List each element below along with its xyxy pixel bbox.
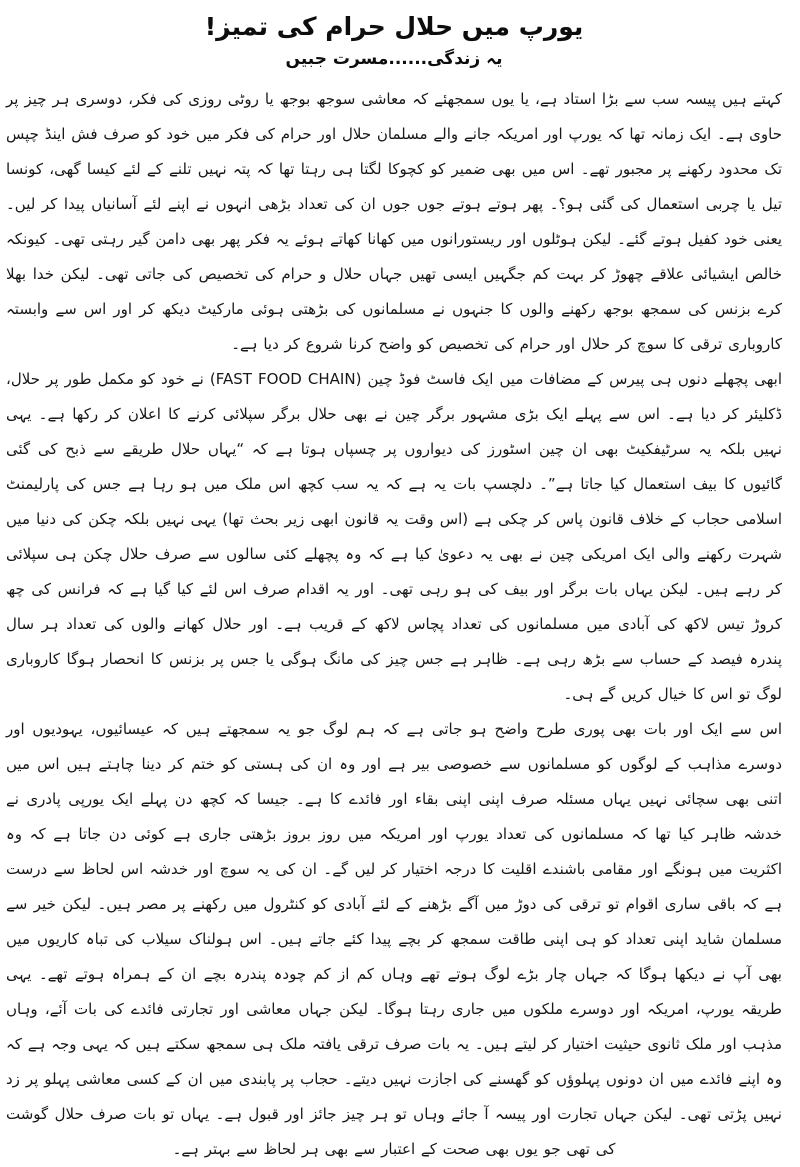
article-body (6, 82, 782, 1167)
article-byline: یہ زندگی......مسرت جبیں (285, 48, 503, 69)
article-paragraph: کہتے ہیں پیسہ سب سے بڑا استاد ہے، یا یوں سمجھئے کہ معاشی سوجھ بوجھ یا روٹی روزی کی فکر، دوسری ہر چیز پر حاوی ہے۔ ایک زمانہ تھا کہ یورپ اور امریکہ جانے والے مسلمان حلال اور حرام کی فکر میں خود کو صرف فش اینڈ چپس تک محدود رکھنے پر مجبور تھے۔ اس میں بھی ضمیر کو کچوکا لگتا ہی رہتا تھا کہ پتہ نہیں تلنے کے لئے کیسا گھی، کونسا تیل یا چربی استعمال کی گئی ہو؟۔ پھر ہوتے ہوتے جوں جوں ان کی تعداد بڑھی انہوں نے اپنے لئے آسانیاں پیدا کر لیں۔ یعنی خود کفیل ہوتے گئے۔ لیکن ہوٹلوں اور ریستورانوں میں کھانا کھاتے ہوئے یہ فکر پھر بھی دامن گیر رہتی تھی۔ کیونکہ خالص ایشیائی علاقے چھوڑ کر بہت کم جگہیں ایسی تھیں جہاں حلال و حرام کی تخصیص کی جاتی تھی۔ لیکن خدا بھلا کرے بزنس کی سمجھ بوجھ رکھنے والوں کا جنہوں نے مسلمانوں کی بڑھتی ہوئی مارکیٹ دیکھ کر اور اس سے وابستہ کاروباری ترقی کا سوچ کر حلال اور حرام کی تخصیص کو واضح کرنا شروع کر دیا ہے۔ (6, 89, 782, 353)
article-paragraph: ابھی پچھلے دنوں ہی پیرس کے مضافات میں ایک فاسٹ فوڈ چین (FAST FOOD CHAIN) نے خود کو مکمل طور پر حلال، ڈکلیئر کر دیا ہے۔ اس سے پہلے ایک بڑی مشہور برگر چین نے بھی حلال برگر سپلائی کرنے کا اعلان کر رکھا ہے۔ یہی نہیں بلکہ یہ سرٹیفکیٹ بھی ان چین اسٹورز کی دیواروں پر چسپاں ہوتا ہے کہ “یہاں حلال طریقے سے ذبح کی گئی گائیوں کا بیف استعمال کیا جاتا ہے”۔ دلچسپ بات یہ ہے کہ یہ سب کچھ اس ملک میں ہو رہا ہے جس کی پارلیمنٹ اسلامی حجاب کے خلاف قانون پاس کر چکی ہے (اس وقت یہ قانون ابھی زیر بحث تھا) یہی نہیں بلکہ چکن کی دنیا میں شہرت رکھنے والی ایک امریکی چین نے بھی یہ دعویٰ کیا ہے کہ وہ پچھلے کئی سالوں سے صرف حلال چکن ہی سپلائی کر رہے ہیں۔ لیکن یہاں بات برگر اور بیف کی ہو رہی تھی۔ اور یہ اقدام صرف اس لئے کیا گیا ہے کہ فرانس کی چھ کروڑ تیس لاکھ کی آبادی میں مسلمانوں کی تعداد پچاس لاکھ کے قریب ہے۔ اور حلال کھانے والوں کی تعداد ہر سال پندرہ فیصد کے حساب سے بڑھ رہی ہے۔ ظاہر ہے جس چیز کی مانگ ہوگی یا جس پر بزنس کا انحصار ہوگا کاروباری لوگ تو اس کا خیال کریں گے ہی۔ (6, 369, 782, 703)
article-paragraph: اس سے ایک اور بات بھی پوری طرح واضح ہو جاتی ہے کہ ہم لوگ جو یہ سمجھتے ہیں کہ عیسائیوں، یہودیوں اور دوسرے مذاہب کے لوگوں کو مسلمانوں سے خصوصی بیر ہے اور وہ ان کی ہستی کو ختم کر دینا چاہتے ہیں اس میں اتنی بھی سچائی نہیں یہاں مسئلہ صرف اپنی اپنی بقاء اور فائدے کا ہے۔ جیسا کہ کچھ دن پہلے ایک یورپی پادری نے خدشہ ظاہر کیا تھا کہ مسلمانوں کی تعداد یورپ اور امریکہ میں روز بروز بڑھتی جاری ہے کوئی دن جاتا ہے کہ وہ اکثریت میں ہونگے اور مقامی باشندے اقلیت کا درجہ اختیار کر لیں گے۔ ان کی یہ سوچ اور خدشہ اس لحاظ سے درست ہے کہ باقی ساری اقوام تو ترقی کی دوڑ میں آگے بڑھنے کے لئے آبادی کو کنٹرول میں رکھنے پر مصر ہیں۔ لیکن خیر سے مسلمان شاید اپنی تعداد کو ہی اپنی طاقت سمجھ کر بچے پیدا کئے جاتے ہیں۔ اس ہولناک سیلاب کی تباہ کاریوں میں بھی آپ نے دیکھا ہوگا کہ جہاں چار بڑے لوگ ہوتے تھے وہاں کم از کم چودہ پندرہ بچے ان کے ہمراہ ہوتے تھے۔ یہی طریقہ یورپ، امریکہ اور دوسرے ملکوں میں جاری رہتا ہوگا۔ لیکن جہاں معاشی اور تجارتی فائدے کی بات آئے، وہاں مذہب اور ملک ثانوی حیثیت اختیار کر لیتے ہیں۔ یہ بات صرف ترقی یافتہ ملک ہی سمجھ سکتے ہیں کہ یہی وجہ ہے کہ وہ اپنے فائدے میں ان دونوں پہلوؤں کو گھسنے کی اجازت نہیں دیتے۔ حجاب پر پابندی میں ان کے کسی معاشی پہلو پر زد نہیں پڑتی تھی۔ لیکن جہاں تجارت اور پیسہ آ جائے وہاں تو ہر چیز جائز اور قبول ہے۔ یہاں تو بات صرف حلال گوشت کی تھی جو یوں بھی صحت کے اعتبار سے بھی ہر لحاظ سے بہتر ہے۔ (6, 719, 782, 1158)
page-title: یورپ میں حلال حرام کی تمیز! (204, 12, 584, 41)
